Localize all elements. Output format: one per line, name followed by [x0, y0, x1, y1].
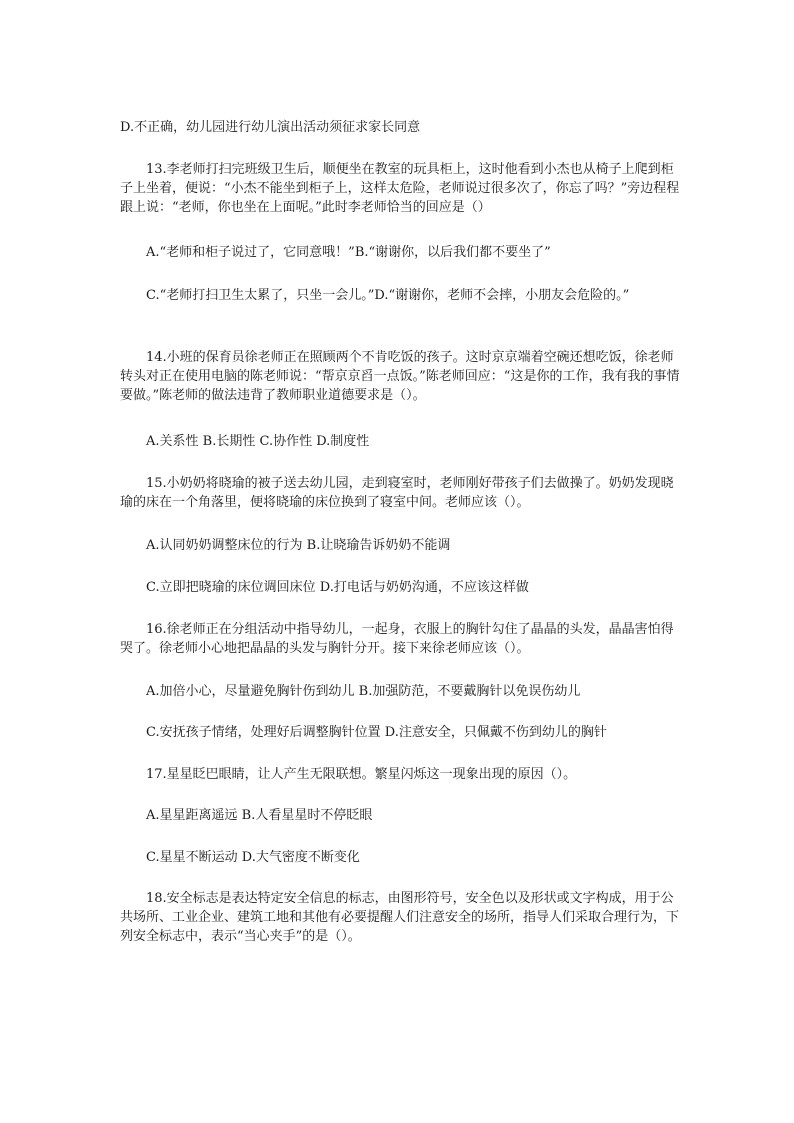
question-17-options-cd: C.星星不断运动 D.大气密度不断变化: [146, 850, 360, 865]
question-15-options-ab: A.认同奶奶调整床位的行为 B.让晓瑜告诉奶奶不能调: [146, 538, 451, 553]
question-16-options-ab: A.加倍小心，尽量避免胸针伤到幼儿 B.加强防范，不要戴胸针以免误伤幼儿: [146, 684, 581, 699]
question-15: 15.小奶奶将晓瑜的被子送去幼儿园，走到寝室时，老师刚好带孩子们去做操了。奶奶发现晓瑜的床在一个角落里，便将晓瑜的床位换到了寝室中间。老师应该（）。: [120, 476, 674, 510]
question-16: 16.徐老师正在分组活动中指导幼儿，一起身，衣服上的胸针勾住了晶晶的头发，晶晶害怕得哭了。徐老师小心地把晶晶的头发与胸针分开。接下来徐老师应该（）。: [120, 622, 674, 656]
option-d-previous-question: D.不正确，幼儿园进行幼儿演出活动须征求家长同意: [120, 120, 421, 135]
question-13-options-ab: A.“老师和柜子说过了，它同意哦！”B.“谢谢你，以后我们都不要坐了”: [146, 245, 551, 260]
question-13-options-cd: C.“老师打扫卫生太累了，只坐一会儿。”D.“谢谢你，老师不会摔，小朋友会危险的。”: [146, 288, 630, 303]
question-14: 14.小班的保育员徐老师正在照顾两个不肯吃饭的孩子。这时京京端着空碗还想吃饭，徐老师转头对正在使用电脑的陈老师说：“帮京京舀一点饭。”陈老师回应：“这是你的工作，我有我的事情要做。”陈老师的做法违背了教师职业道德要求是（）。: [120, 350, 680, 403]
question-13: 13.李老师打扫完班级卫生后，顺便坐在教室的玩具柜上，这时他看到小杰也从椅子上爬到柜子上坐着，便说：“小杰不能坐到柜子上，这样太危险，老师说过很多次了，你忘了吗？”旁边程程跟上说：“老师，你也坐在上面呢。”此时李老师恰当的回应是（）: [120, 162, 680, 215]
question-15-options-cd: C.立即把晓瑜的床位调回床位 D.打电话与奶奶沟通，不应该这样做: [146, 580, 529, 595]
question-14-options: A.关系性 B.长期性 C.协作性 D.制度性: [146, 434, 370, 449]
question-17: 17.星星眨巴眼睛，让人产生无限联想。繁星闪烁这一现象出现的原因（）。: [146, 767, 577, 782]
question-16-options-cd: C.安抚孩子情绪，处理好后调整胸针位置 D.注意安全，只佩戴不伤到幼儿的胸针: [146, 725, 607, 740]
question-17-options-ab: A.星星距离遥远 B.人看星星时不停眨眼: [146, 808, 373, 823]
question-18: 18.安全标志是表达特定安全信息的标志，由图形符号，安全色以及形状或文字构成，用于公共场所、工业企业、建筑工地和其他有必要提醒人们注意安全的场所，指导人们采取合理行为，下列安全标志中，表示“当心夹手”的是（）。: [120, 891, 680, 944]
